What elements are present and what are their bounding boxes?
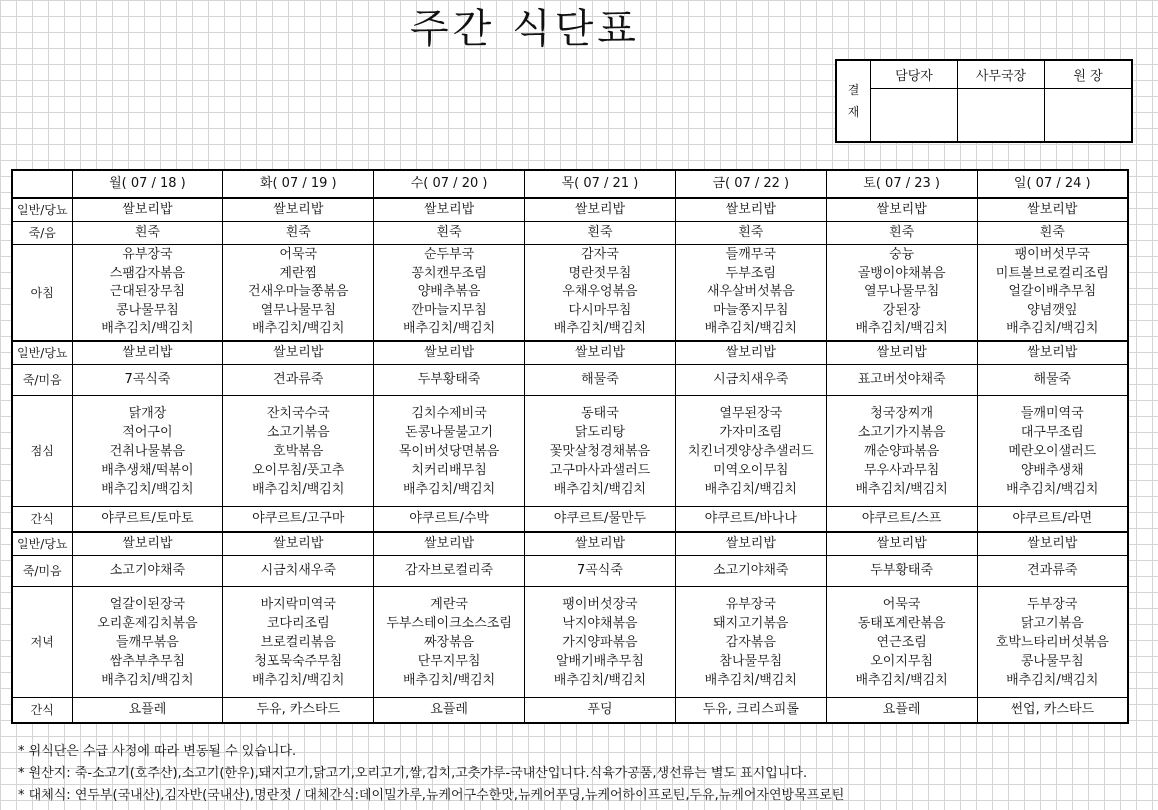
day-header: 토( 07 / 23 ) bbox=[826, 170, 977, 198]
porridge-cell: 흰죽 bbox=[223, 222, 374, 245]
dish-item: 열무나물무침 bbox=[863, 284, 940, 300]
dinner-porridge-row bbox=[12, 556, 1128, 587]
dinner-cell bbox=[223, 587, 374, 698]
dish-item: 적어구이 bbox=[122, 424, 173, 440]
approval-sign-head[interactable] bbox=[1045, 88, 1133, 142]
breakfast-cell bbox=[223, 245, 374, 342]
snack-cell: 요플레 bbox=[826, 698, 977, 724]
dinner-cell bbox=[675, 587, 826, 698]
row-label: 죽/음 bbox=[12, 222, 72, 245]
rice-cell: 쌀보리밥 bbox=[223, 341, 374, 365]
dish-item: 유부장국 bbox=[725, 596, 776, 612]
dish-item: 대구무조림 bbox=[1020, 424, 1084, 440]
row-label: 아침 bbox=[12, 245, 72, 342]
dinner-cell bbox=[826, 587, 977, 698]
porridge-cell: 해물죽 bbox=[977, 365, 1128, 396]
dish-item: 새우살버섯볶음 bbox=[706, 284, 795, 300]
dish-item: 배추김치/백김치 bbox=[402, 481, 496, 497]
snack-cell: 야쿠르트/라면 bbox=[977, 507, 1128, 533]
notes bbox=[18, 741, 1138, 807]
dish-item: 무우사과무침 bbox=[863, 462, 940, 478]
dish-item: 배추김치/백김치 bbox=[704, 672, 797, 688]
dish-item: 바지락미역국 bbox=[260, 596, 336, 612]
note-line: * 위식단은 수급 사정에 따라 변동될 수 있습니다. bbox=[18, 744, 297, 759]
rice-cell: 쌀보리밥 bbox=[223, 532, 374, 556]
dish-item: 고구마사과샐러드 bbox=[549, 462, 651, 478]
lunch-row bbox=[12, 396, 1128, 507]
rice-cell: 쌀보리밥 bbox=[977, 198, 1128, 222]
dish-item: 잔치국수국 bbox=[266, 405, 330, 421]
row-label: 죽/미음 bbox=[12, 556, 72, 587]
rice-cell: 쌀보리밥 bbox=[826, 341, 977, 365]
dish-item: 근대된장무침 bbox=[109, 284, 186, 300]
rice-cell: 쌀보리밥 bbox=[374, 532, 525, 556]
day-header: 월( 07 / 18 ) bbox=[72, 170, 223, 198]
dish-item: 콩나물무침 bbox=[1020, 653, 1084, 669]
row-label: 죽/미음 bbox=[12, 365, 72, 396]
dish-item: 김치수제비국 bbox=[411, 405, 487, 421]
porridge-cell: 흰죽 bbox=[675, 222, 826, 245]
dish-item: 열무된장국 bbox=[719, 405, 783, 421]
snack-cell: 야쿠르트/토마토 bbox=[72, 507, 223, 533]
lunch-cell bbox=[374, 396, 525, 507]
dish-item: 들깨무국 bbox=[725, 247, 776, 263]
rice-cell: 쌀보리밥 bbox=[826, 532, 977, 556]
dish-item: 미역오이무침 bbox=[713, 462, 789, 478]
dish-item: 가자미조림 bbox=[719, 424, 783, 440]
rice-cell: 쌀보리밥 bbox=[977, 532, 1128, 556]
day-header: 화( 07 / 19 ) bbox=[223, 170, 374, 198]
dish-item: 쌈추부추무침 bbox=[109, 653, 186, 669]
dish-item: 배추김치/백김치 bbox=[704, 481, 797, 497]
dish-item: 건취나물볶음 bbox=[109, 443, 186, 459]
dish-item: 배추김치/백김치 bbox=[402, 321, 496, 337]
dinner-rice-row bbox=[12, 532, 1128, 556]
dish-item: 오리훈제김치볶음 bbox=[97, 615, 198, 631]
dinner-cell bbox=[374, 587, 525, 698]
lunch-snack-row bbox=[12, 507, 1128, 533]
dish-item: 순두부국 bbox=[423, 247, 475, 263]
dish-item: 깐마늘지무침 bbox=[411, 302, 487, 318]
dish-item: 들깨무볶음 bbox=[116, 634, 179, 650]
snack-cell: 요플레 bbox=[72, 698, 223, 724]
dish-item: 배추김치/백김치 bbox=[1006, 672, 1099, 688]
breakfast-row bbox=[12, 245, 1128, 342]
dish-item: 청포묵숙주무침 bbox=[254, 653, 343, 669]
dish-item: 두부장국 bbox=[1027, 596, 1078, 612]
dish-item: 들깨미역국 bbox=[1020, 405, 1084, 421]
porridge-cell: 해물죽 bbox=[525, 365, 676, 396]
dish-item: 강된장 bbox=[882, 302, 921, 318]
dish-item: 숭늉 bbox=[889, 247, 915, 263]
note-line: * 원산지: 죽-소고기(호주산),소고기(한우),돼지고기,닭고기,오리고기,쌀,김치,고춧가루-국내산입니다.식육가공품,생선류는 별도 표시입니다. bbox=[18, 766, 808, 781]
dish-item: 배추김치/백김치 bbox=[101, 481, 194, 497]
snack-cell: 야쿠르트/고구마 bbox=[223, 507, 374, 533]
breakfast-cell bbox=[525, 245, 676, 342]
dish-item: 목이버섯당면볶음 bbox=[398, 443, 500, 459]
dish-item: 미트볼브로컬리조림 bbox=[995, 265, 1109, 281]
dish-item: 얼갈이배추무침 bbox=[1008, 284, 1097, 300]
dish-item: 건새우마늘쫑볶음 bbox=[248, 284, 349, 300]
dish-item: 배추김치/백김치 bbox=[553, 321, 647, 337]
dish-item: 브로컬리볶음 bbox=[260, 634, 336, 650]
approval-col-manager: 담당자 bbox=[871, 60, 958, 88]
rice-cell: 쌀보리밥 bbox=[72, 341, 223, 365]
dish-item: 양배추생채 bbox=[1020, 462, 1084, 478]
dish-item: 우채우엉볶음 bbox=[562, 284, 638, 300]
dish-item: 배추김치/백김치 bbox=[252, 481, 345, 497]
day-header: 금( 07 / 22 ) bbox=[675, 170, 826, 198]
dish-item: 배추김치/백김치 bbox=[704, 321, 797, 337]
dish-item: 배추김치/백김치 bbox=[553, 481, 647, 497]
dish-item: 연근조림 bbox=[876, 634, 927, 650]
rice-cell: 쌀보리밥 bbox=[675, 198, 826, 222]
porridge-cell: 시금치새우죽 bbox=[223, 556, 374, 587]
rice-cell: 쌀보리밥 bbox=[72, 198, 223, 222]
page-title: 주간 식단표 bbox=[410, 6, 640, 52]
dish-item: 돈콩나물불고기 bbox=[405, 424, 494, 440]
approval-label: 결 재 bbox=[836, 60, 871, 142]
dish-item: 배추김치/백김치 bbox=[1006, 481, 1099, 497]
dish-item: 마늘쫑지무침 bbox=[713, 302, 789, 318]
day-header: 목( 07 / 21 ) bbox=[525, 170, 676, 198]
dinner-cell bbox=[525, 587, 676, 698]
row-label: 간식 bbox=[12, 507, 72, 533]
dish-item: 닭고기볶음 bbox=[1020, 615, 1084, 631]
dish-item: 배추김치/백김치 bbox=[252, 672, 345, 688]
dish-item: 치킨너겟양상추샐러드 bbox=[688, 443, 814, 459]
dish-item: 오이지무침 bbox=[870, 653, 934, 669]
porridge-cell: 흰죽 bbox=[374, 222, 525, 245]
porridge-cell: 7곡식죽 bbox=[525, 556, 676, 587]
rice-cell: 쌀보리밥 bbox=[72, 532, 223, 556]
dish-item: 동태포계란볶음 bbox=[857, 615, 946, 631]
dish-item: 팽이버섯장국 bbox=[562, 596, 638, 612]
dish-item: 닭개장 bbox=[128, 405, 167, 421]
approval-sign-manager[interactable] bbox=[871, 88, 958, 142]
dish-item: 열무나물무침 bbox=[260, 302, 336, 318]
rice-cell: 쌀보리밥 bbox=[525, 198, 676, 222]
dish-item: 소고기가지볶음 bbox=[857, 424, 946, 440]
rice-cell: 쌀보리밥 bbox=[223, 198, 374, 222]
porridge-cell: 흰죽 bbox=[977, 222, 1128, 245]
dish-item: 골뱅이야채볶음 bbox=[857, 265, 946, 281]
snack-cell: 야쿠르트/수박 bbox=[374, 507, 525, 533]
dish-item: 양념깻잎 bbox=[1027, 302, 1078, 318]
dish-item: 깨순양파볶음 bbox=[863, 443, 940, 459]
breakfast-cell bbox=[977, 245, 1128, 342]
row-label: 간식 bbox=[12, 698, 72, 724]
breakfast-cell bbox=[374, 245, 525, 342]
weekly-menu-table bbox=[11, 169, 1129, 724]
dish-item: 짜장볶음 bbox=[423, 634, 475, 650]
porridge-cell: 7곡식죽 bbox=[72, 365, 223, 396]
dish-item: 두부조림 bbox=[725, 265, 776, 281]
snack-cell: 썬업, 카스타드 bbox=[977, 698, 1128, 724]
dish-item: 배추김치/백김치 bbox=[553, 672, 647, 688]
day-header: 일( 07 / 24 ) bbox=[977, 170, 1128, 198]
dish-item: 낙지야채볶음 bbox=[562, 615, 638, 631]
dish-item: 소고기볶음 bbox=[266, 424, 330, 440]
dish-item: 가지양파볶음 bbox=[562, 634, 638, 650]
dish-item: 오이무침/풋고추 bbox=[252, 462, 345, 478]
approval-col-head: 원 장 bbox=[1045, 60, 1133, 88]
breakfast-rice-row bbox=[12, 198, 1128, 222]
dish-item: 호박볶음 bbox=[273, 443, 324, 459]
dish-item: 배추김치/백김치 bbox=[855, 321, 948, 337]
dish-item: 코다리조림 bbox=[266, 615, 330, 631]
day-header: 수( 07 / 20 ) bbox=[374, 170, 525, 198]
dish-item: 참나물무침 bbox=[719, 653, 783, 669]
dish-item: 꽁치캔무조림 bbox=[411, 265, 487, 281]
snack-cell: 두유, 크리스피롤 bbox=[675, 698, 826, 724]
dish-item: 다시마무침 bbox=[568, 302, 632, 318]
dish-item: 콩나물무침 bbox=[116, 302, 179, 318]
dinner-row bbox=[12, 587, 1128, 698]
dish-item: 호박느타리버섯볶음 bbox=[995, 634, 1109, 650]
lunch-cell bbox=[675, 396, 826, 507]
porridge-cell: 두부황태죽 bbox=[826, 556, 977, 587]
dish-item: 배추김치/백김치 bbox=[855, 672, 948, 688]
lunch-porridge-row bbox=[12, 365, 1128, 396]
dish-item: 치커리배무침 bbox=[411, 462, 487, 478]
dish-item: 배추김치/백김치 bbox=[101, 321, 194, 337]
rice-cell: 쌀보리밥 bbox=[675, 341, 826, 365]
dish-item: 배추생채/떡볶이 bbox=[101, 462, 194, 478]
dish-item: 메란오이샐러드 bbox=[1008, 443, 1097, 459]
lunch-cell bbox=[977, 396, 1128, 507]
row-label: 일반/당뇨 bbox=[12, 341, 72, 365]
rice-cell: 쌀보리밥 bbox=[374, 341, 525, 365]
row-label: 일반/당뇨 bbox=[12, 198, 72, 222]
dish-item: 배추김치/백김치 bbox=[1006, 321, 1099, 337]
porridge-cell: 시금치새우죽 bbox=[675, 365, 826, 396]
dish-item: 계란찜 bbox=[279, 265, 318, 281]
breakfast-cell bbox=[826, 245, 977, 342]
row-label: 일반/당뇨 bbox=[12, 532, 72, 556]
dish-item: 청국장찌개 bbox=[870, 405, 934, 421]
dish-item: 스팸감자볶음 bbox=[109, 265, 186, 281]
porridge-cell: 흰죽 bbox=[72, 222, 223, 245]
snack-cell: 야쿠르트/물만두 bbox=[525, 507, 676, 533]
dish-item: 팽이버섯무국 bbox=[1014, 247, 1090, 263]
corner-cell bbox=[12, 170, 72, 198]
rice-cell: 쌀보리밥 bbox=[675, 532, 826, 556]
dish-item: 감자국 bbox=[581, 247, 619, 263]
porridge-cell: 표고버섯야채죽 bbox=[826, 365, 977, 396]
breakfast-cell bbox=[675, 245, 826, 342]
dish-item: 배추김치/백김치 bbox=[402, 672, 496, 688]
breakfast-cell bbox=[72, 245, 223, 342]
porridge-cell: 소고기야채죽 bbox=[675, 556, 826, 587]
lunch-rice-row bbox=[12, 341, 1128, 365]
lunch-cell bbox=[525, 396, 676, 507]
lunch-cell bbox=[826, 396, 977, 507]
dinner-cell bbox=[977, 587, 1128, 698]
rice-cell: 쌀보리밥 bbox=[525, 341, 676, 365]
dish-item: 닭도리탕 bbox=[574, 424, 626, 440]
dish-item: 배추김치/백김치 bbox=[101, 672, 194, 688]
snack-cell: 푸딩 bbox=[525, 698, 676, 724]
rice-cell: 쌀보리밥 bbox=[374, 198, 525, 222]
dish-item: 계란국 bbox=[430, 596, 468, 612]
dish-item: 배추김치/백김치 bbox=[252, 321, 345, 337]
dish-item: 동태국 bbox=[581, 405, 619, 421]
porridge-cell: 두부황태죽 bbox=[374, 365, 525, 396]
approval-col-director: 사무국장 bbox=[958, 60, 1045, 88]
porridge-cell: 흰죽 bbox=[826, 222, 977, 245]
breakfast-porridge-row bbox=[12, 222, 1128, 245]
dinner-cell bbox=[72, 587, 223, 698]
note-line: * 대체식: 연두부(국내산),김자반(국내산),명란젓 / 대체간식:데이밀가루,뉴케어구수한맛,뉴케어푸딩,뉴케어하이프로틴,두유,뉴케어자연방목프로틴 bbox=[18, 788, 845, 803]
dish-item: 알배기배추무침 bbox=[556, 653, 644, 669]
porridge-cell: 견과류죽 bbox=[223, 365, 374, 396]
dish-item: 얼갈이된장국 bbox=[109, 596, 186, 612]
dish-item: 감자볶음 bbox=[725, 634, 776, 650]
rice-cell: 쌀보리밥 bbox=[977, 341, 1128, 365]
dish-item: 돼지고기볶음 bbox=[713, 615, 789, 631]
dinner-snack-row bbox=[12, 698, 1128, 724]
dish-item: 유부장국 bbox=[122, 247, 173, 263]
approval-sign-director[interactable] bbox=[958, 88, 1045, 142]
rice-cell: 쌀보리밥 bbox=[826, 198, 977, 222]
snack-cell: 요플레 bbox=[374, 698, 525, 724]
rice-cell: 쌀보리밥 bbox=[525, 532, 676, 556]
dish-item: 양배추볶음 bbox=[417, 284, 481, 300]
snack-cell: 야쿠르트/바나나 bbox=[675, 507, 826, 533]
porridge-cell: 흰죽 bbox=[525, 222, 676, 245]
dish-item: 어묵국 bbox=[279, 247, 318, 263]
dish-item: 두부스테이크소스조림 bbox=[386, 615, 512, 631]
dish-item: 꽃맛살청경채볶음 bbox=[549, 443, 651, 459]
dish-item: 어묵국 bbox=[882, 596, 921, 612]
row-label: 점심 bbox=[12, 396, 72, 507]
day-header-row bbox=[12, 170, 1128, 198]
snack-cell: 야쿠르트/스프 bbox=[826, 507, 977, 533]
dish-item: 명란젓무침 bbox=[568, 265, 632, 281]
porridge-cell: 견과류죽 bbox=[977, 556, 1128, 587]
snack-cell: 두유, 카스타드 bbox=[223, 698, 374, 724]
row-label: 저녁 bbox=[12, 587, 72, 698]
lunch-cell bbox=[223, 396, 374, 507]
lunch-cell bbox=[72, 396, 223, 507]
porridge-cell: 감자브로컬리죽 bbox=[374, 556, 525, 587]
dish-item: 배추김치/백김치 bbox=[855, 481, 948, 497]
porridge-cell: 소고기야채죽 bbox=[72, 556, 223, 587]
dish-item: 단무지무침 bbox=[417, 653, 481, 669]
approval-box bbox=[835, 59, 1133, 143]
